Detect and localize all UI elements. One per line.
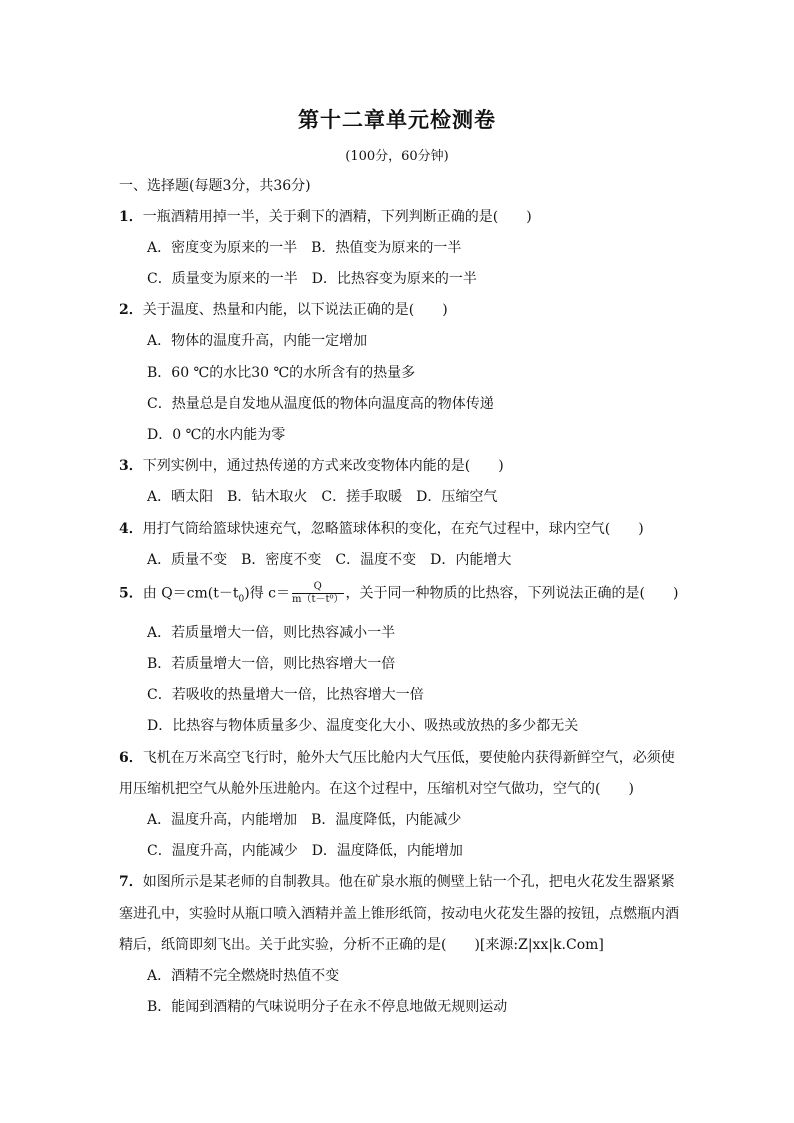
q6-stem-continued: 用压缩机把空气从舱外压进舱内。在这个过程中，压缩机对空气做功，空气的( ) <box>119 781 634 797</box>
subscript-zero: 0 <box>238 594 245 605</box>
question-number: 1． <box>119 209 143 225</box>
question-stem: 飞机在万米高空飞行时，舱外大气压比舱内大气压低，要使舱内获得新鲜空气，必须使 <box>142 750 675 766</box>
q1-options-ab: A．密度变为原来的一半 B．热值变为原来的一半 <box>147 240 462 256</box>
q5-option-b: B．若质量增大一倍，则比热容增大一倍 <box>147 656 396 672</box>
q2-option-a: A．物体的温度升高，内能一定增加 <box>147 333 368 349</box>
question-3 <box>119 457 504 475</box>
q7-stem-continued-1: 塞进孔中，实验时从瓶口喷入酒精并盖上锥形纸筒，按动电火花发生器的按钮，点燃瓶内酒 <box>119 906 679 922</box>
q2-option-c: C．热量总是自发地从温度低的物体向温度高的物体传递 <box>147 396 494 412</box>
q3-options: A．晒太阳 B．钻木取火 C．搓手取暖 D．压缩空气 <box>147 489 498 505</box>
q6-options-cd: C．温度升高，内能减少 D．温度降低，内能增加 <box>147 843 463 859</box>
q5-option-c: C．若吸收的热量增大一倍，比热容增大一倍 <box>147 687 424 703</box>
fraction-denominator: m（t－t⁰） <box>292 594 344 605</box>
q7-option-a: A．酒精不完全燃烧时热值不变 <box>147 968 340 984</box>
question-stem: 一瓶酒精用掉一半，关于剩下的酒精，下列判断正确的是( ) <box>142 209 532 225</box>
q6-options-ab: A．温度升高，内能增加 B．温度降低，内能减少 <box>147 812 462 828</box>
question-stem-prefix: 由 Q＝cm(t－t <box>142 585 239 602</box>
question-stem: 如图所示是某老师的自制教具。他在矿泉水瓶的侧壁上钻一个孔，把电火花发生器紧紧 <box>142 874 675 890</box>
question-6 <box>119 749 675 767</box>
question-number: 5． <box>119 585 143 602</box>
q5-option-a: A．若质量增大一倍，则比热容减小一半 <box>147 625 396 641</box>
question-number: 3． <box>119 458 143 474</box>
question-4 <box>119 520 644 538</box>
page-title: 第十二章单元检测卷 <box>298 107 496 132</box>
q2-option-d: D．0 ℃的水内能为零 <box>147 427 286 443</box>
question-stem-suffix: ，关于同一种物质的比热容，下列说法正确的是( ) <box>345 585 679 602</box>
question-stem: 下列实例中，通过热传递的方式来改变物体内能的是( ) <box>142 458 504 474</box>
formula-fraction <box>292 581 344 606</box>
q7-stem-continued-2: 精后，纸筒即刻飞出。关于此实验，分析不正确的是( )[来源:Z|xx|k.Com] <box>119 937 604 953</box>
question-5 <box>119 581 678 608</box>
question-number: 6． <box>119 750 143 766</box>
fraction-numerator: Q <box>292 581 344 594</box>
question-number: 2． <box>119 302 143 318</box>
section-heading: 一、选择题(每题3分，共36分) <box>119 178 311 194</box>
exam-info: (100分，60分钟) <box>345 149 449 164</box>
question-2 <box>119 301 448 319</box>
q4-options: A．质量不变 B．密度不变 C．温度不变 D．内能增大 <box>147 552 512 568</box>
question-7 <box>119 873 675 891</box>
question-stem-mid: )得 c＝ <box>244 585 291 602</box>
question-stem: 关于温度、热量和内能，以下说法正确的是( ) <box>142 302 448 318</box>
q7-option-b: B．能闻到酒精的气味说明分子在永不停息地做无规则运动 <box>147 999 508 1015</box>
question-1 <box>119 208 532 226</box>
question-number: 7． <box>119 874 143 890</box>
q2-option-b: B．60 ℃的水比30 ℃的水所含有的热量多 <box>147 365 416 381</box>
q1-options-cd: C．质量变为原来的一半 D．比热容变为原来的一半 <box>147 271 477 287</box>
question-number: 4． <box>119 521 143 537</box>
question-stem: 用打气筒给篮球快速充气，忽略篮球体积的变化，在充气过程中，球内空气( ) <box>142 521 644 537</box>
q5-option-d: D．比热容与物体质量多少、温度变化大小、吸热或放热的多少都无关 <box>147 718 579 734</box>
